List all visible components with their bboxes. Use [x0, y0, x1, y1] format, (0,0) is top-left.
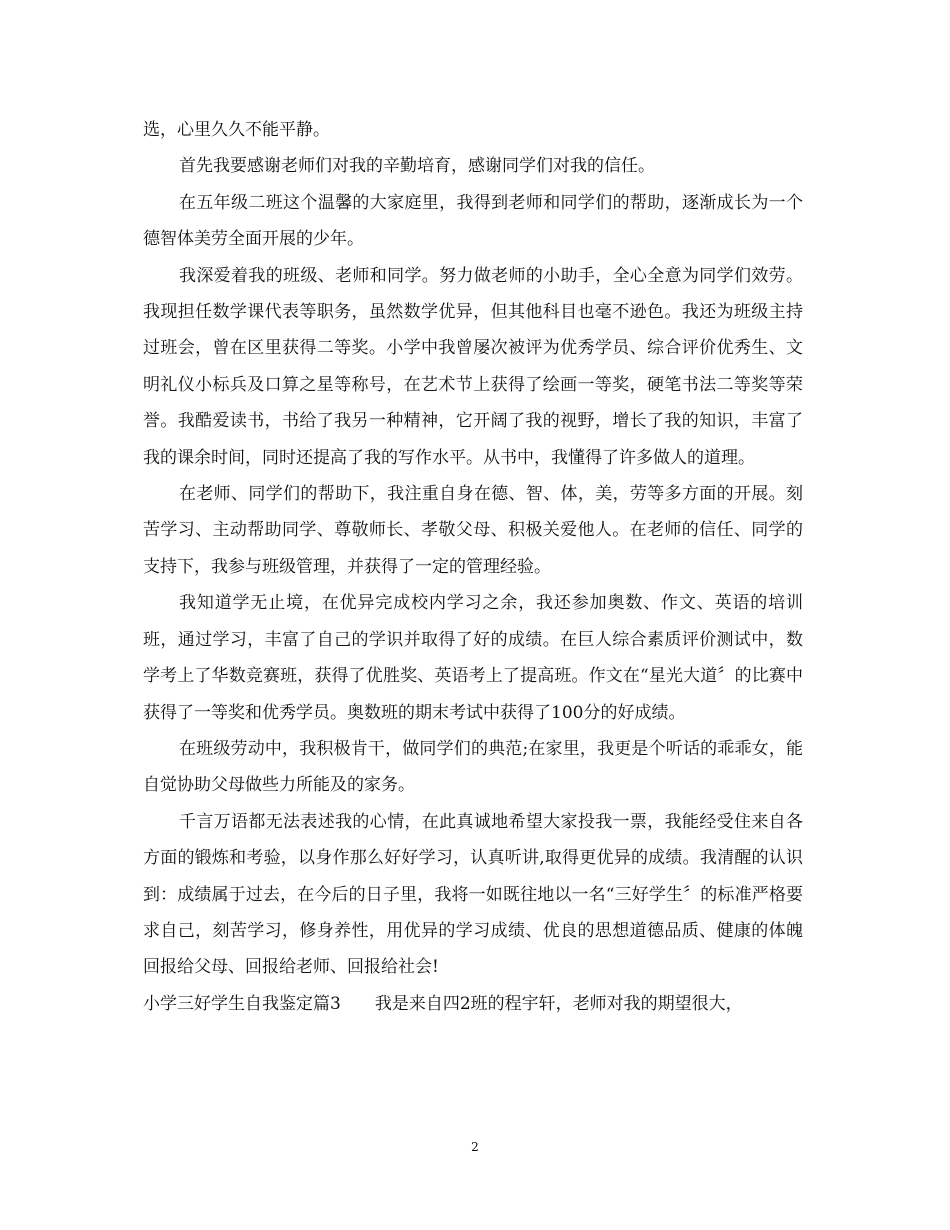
paragraph-continuation: 选，心里久久不能平静。	[143, 120, 330, 140]
paragraph-thanks: 首先我要感谢老师们对我的辛勤培育，感谢同学们对我的信任。	[179, 156, 655, 177]
paragraph-labor: 在班级劳动中，我积极肯干，做同学们的典范;在家里，我更是个听话的乖乖女，能自觉协助父母做些力所能及的家务。	[143, 738, 803, 796]
paragraph-closing: 千言万语都无法表述我的心情，在此真诚地希望大家投我一票，我能经受住来自各方面的锻炼和考验，以身作那么好好学习，认真听讲,取得更优异的成绩。我清醒的认识到：成绩属于过去，在今后的日子里，我将一如既往地以一名“三好学生〞的标准严格要求自己，刻苦学习，修身养性，用优异的学习成绩、优良的思想道德品质、健康的体魄回报给父母、回报给老师、回报给社会!	[143, 811, 803, 978]
paragraph-development: 在老师、同学们的帮助下，我注重自身在德、智、体，美，劳等多方面的开展。刻苦学习、主动帮助同学、尊敬师长、孝敬父母、积极关爱他人。在老师的信任、同学的支持下，我参与班级管理，并获得了一定的管理经验。	[143, 484, 803, 577]
paragraph-class-family: 在五年级二班这个温馨的大家庭里，我得到老师和同学们的帮助，逐渐成长为一个德智体美劳全面开展的少年。	[143, 192, 803, 250]
page-number: 2	[471, 1140, 479, 1154]
paragraph-study: 我知道学无止境，在优异完成校内学习之余，我还参加奥数、作文、英语的培训班，通过学习，丰富了自己的学识并取得了好的成绩。在巨人综合素质评价测试中，数学考上了华数竞赛班，获得了优胜奖、英语考上了提高班。作文在“星光大道〞的比赛中获得了一等奖和优秀学员。奥数班的期末考试中获得了100分的好成绩。	[143, 593, 803, 723]
paragraph-section-start: 小学三好学生自我鉴定篇3 我是来自四2班的程宇轩，老师对我的期望很大，	[143, 993, 743, 1014]
document-body	[143, 112, 803, 1022]
paragraph-achievements: 我深爱着我的班级、老师和同学。努力做老师的小助手，全心全意为同学们效劳。我现担任数学课代表等职务，虽然数学优异，但其他科目也毫不逊色。我还为班级主持过班会，曾在区里获得二等奖。小学中我曾屡次被评为优秀学员、综合评价优秀生、文明礼仪小标兵及口算之星等称号，在艺术节上获得了绘画一等奖，硬笔书法二等奖等荣誉。我酷爱读书，书给了我另一种精神，它开阔了我的视野，增长了我的知识，丰富了我的课余时间，同时还提高了我的写作水平。从书中，我懂得了许多做人的道理。	[143, 265, 803, 468]
